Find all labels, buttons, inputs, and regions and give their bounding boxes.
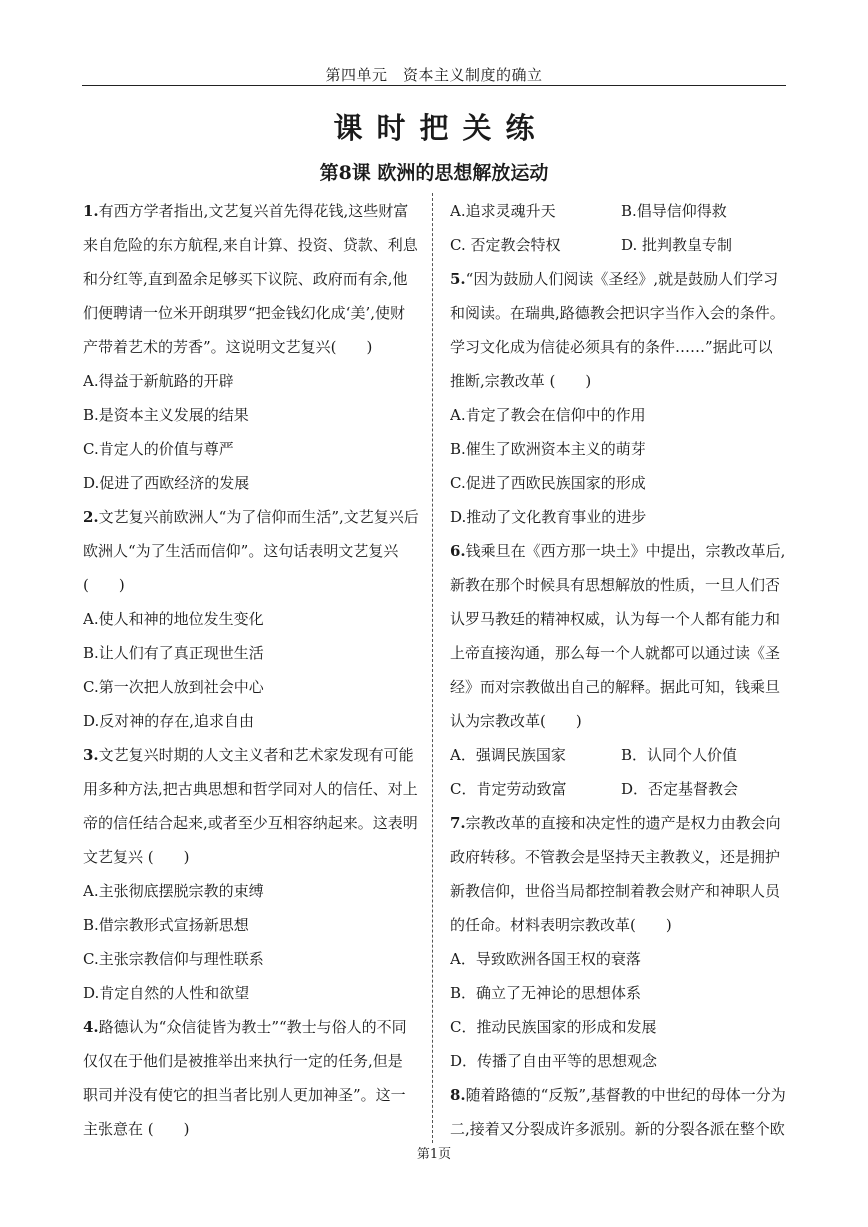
- unit-header: 第四单元 资本主义制度的确立: [325, 66, 543, 84]
- line-text: 和阅读。在瑞典,路德教会把识字当作入会的条件。: [450, 304, 785, 322]
- text-line: [83, 364, 425, 398]
- text-line: [450, 1112, 792, 1146]
- line-text: 产带着艺术的芳香”。这说明文艺复兴( ): [83, 338, 373, 356]
- line-text: D．传播了自由平等的思想观念: [450, 1052, 658, 1070]
- line-text: 新教信仰，世俗当局都控制着教会财产和神职人员: [450, 882, 781, 900]
- text-line: [83, 670, 425, 704]
- line-text: 来自危险的东方航程,来自计算、投资、贷款、利息: [83, 236, 418, 254]
- text-line: [83, 1078, 425, 1112]
- line-text: ( ): [83, 576, 125, 594]
- text-line: [83, 874, 425, 908]
- line-text: 帝的信任结合起来,或者至少互相容纳起来。这表明: [83, 814, 418, 832]
- line-text: 职司并没有使它的担当者比别人更加神圣”。这一: [83, 1086, 406, 1104]
- answer-option: B.倡导信仰得救: [621, 202, 727, 220]
- text-line: [83, 568, 425, 602]
- question-stem-line: [83, 500, 425, 534]
- text-line: [450, 840, 792, 874]
- text-line: [450, 874, 792, 908]
- line-text: 有西方学者指出,文艺复兴首先得花钱,这些财富: [98, 202, 409, 220]
- line-text: C.促进了西欧民族国家的形成: [450, 474, 646, 492]
- text-line: [450, 296, 792, 330]
- line-text: A.使人和神的地位发生变化: [83, 610, 264, 628]
- line-text: 们便聘请一位米开朗琪罗“把金钱幻化成‘美’,使财: [83, 304, 405, 322]
- question-number: 6.: [450, 542, 466, 560]
- text-line: [83, 772, 425, 806]
- line-text: 欧洲人“为了生活而信仰”。这句话表明文艺复兴: [83, 542, 399, 560]
- line-text: 宗教改革的直接和决定性的遗产是权力由教会向: [465, 814, 781, 832]
- line-text: 认罗马教廷的精神权威，认为每一个人都有能力和: [450, 610, 781, 628]
- line-text: 和分红等,直到盈余足够买下议院、政府而有余,他: [83, 270, 408, 288]
- right-column: [450, 194, 792, 1146]
- text-line: [450, 976, 792, 1010]
- question-stem-line: [450, 534, 792, 568]
- question-number: 1.: [83, 202, 99, 220]
- option-pair-line: [450, 228, 792, 262]
- question-stem-line: [450, 262, 792, 296]
- text-line: [83, 942, 425, 976]
- answer-option: A.追求灵魂升天: [450, 202, 556, 220]
- text-line: [83, 704, 425, 738]
- line-text: D.促进了西欧经济的发展: [83, 474, 250, 492]
- text-line: [450, 602, 792, 636]
- text-line: [450, 500, 792, 534]
- line-text: A.主张彻底摆脱宗教的束缚: [83, 882, 264, 900]
- question-stem-line: [450, 1078, 792, 1112]
- text-line: [83, 908, 425, 942]
- answer-option: C．肯定劳动致富: [450, 780, 567, 798]
- line-text: “因为鼓励人们阅读《圣经》,就是鼓励人们学习: [465, 270, 779, 288]
- text-line: [450, 1044, 792, 1078]
- text-line: [83, 534, 425, 568]
- text-line: [450, 636, 792, 670]
- column-divider: [432, 193, 433, 1143]
- line-text: 钱乘旦在《西方那一块土》中提出，宗教改革后,: [465, 542, 786, 560]
- answer-option: C. 否定教会特权: [450, 236, 561, 254]
- text-line: [83, 1044, 425, 1078]
- line-text: 政府转移。不管教会是坚持天主教教义，还是拥护: [450, 848, 781, 866]
- line-text: 二,接着又分裂成许多派别。新的分裂各派在整个欧: [450, 1120, 785, 1138]
- line-text: 推断,宗教改革 ( ): [450, 372, 592, 390]
- text-line: [83, 602, 425, 636]
- question-number: 5.: [450, 270, 466, 288]
- text-line: [450, 1010, 792, 1044]
- line-text: 学习文化成为信徒必须具有的条件……”据此可以: [450, 338, 773, 356]
- line-text: 用多种方法,把古典思想和哲学同对人的信任、对上: [83, 780, 418, 798]
- text-line: [450, 942, 792, 976]
- question-number: 4.: [83, 1018, 99, 1036]
- answer-option: B．认同个人价值: [621, 746, 738, 764]
- text-line: [83, 976, 425, 1010]
- lesson-title: 第8课 欧洲的思想解放运动: [319, 162, 549, 184]
- line-text: 上帝直接沟通，那么每一个人就都可以通过读《圣: [450, 644, 781, 662]
- line-text: C.第一次把人放到社会中心: [83, 678, 264, 696]
- question-number: 8.: [450, 1086, 466, 1104]
- text-line: [450, 466, 792, 500]
- question-stem-line: [450, 806, 792, 840]
- line-text: 仅仅在于他们是被推举出来执行一定的任务,但是: [83, 1052, 403, 1070]
- text-line: [450, 330, 792, 364]
- option-pair-line: [450, 194, 792, 228]
- text-line: [450, 670, 792, 704]
- question-number: 2.: [83, 508, 99, 526]
- line-text: 的任命。材料表明宗教改革( ): [450, 916, 672, 934]
- line-text: 文艺复兴 ( ): [83, 848, 190, 866]
- line-text: 认为宗教改革( ): [450, 712, 582, 730]
- line-text: 新教在那个时候具有思想解放的性质，一旦人们否: [450, 576, 781, 594]
- line-text: B．确立了无神论的思想体系: [450, 984, 642, 1002]
- question-number: 3.: [83, 746, 99, 764]
- text-line: [83, 1112, 425, 1146]
- text-line: [83, 262, 425, 296]
- option-pair-line: [450, 738, 792, 772]
- text-line: [450, 432, 792, 466]
- line-text: D.肯定自然的人性和欲望: [83, 984, 250, 1002]
- line-text: 主张意在 ( ): [83, 1120, 190, 1138]
- line-text: 路德认为“众信徒皆为教士”“教士与俗人的不同: [98, 1018, 407, 1036]
- left-column: [83, 194, 425, 1146]
- line-text: A．导致欧洲各国王权的衰落: [450, 950, 641, 968]
- line-text: 文艺复兴时期的人文主义者和艺术家发现有可能: [98, 746, 414, 764]
- line-text: D.反对神的存在,追求自由: [83, 712, 255, 730]
- line-text: 文艺复兴前欧洲人“为了信仰而生活”,文艺复兴后: [98, 508, 419, 526]
- text-line: [450, 908, 792, 942]
- text-line: [83, 806, 425, 840]
- question-stem-line: [83, 194, 425, 228]
- option-pair-line: [450, 772, 792, 806]
- text-line: [83, 398, 425, 432]
- line-text: A.肯定了教会在信仰中的作用: [450, 406, 646, 424]
- header-rule: [82, 85, 786, 86]
- line-text: C.主张宗教信仰与理性联系: [83, 950, 264, 968]
- line-text: A.得益于新航路的开辟: [83, 372, 234, 390]
- line-text: C．推动民族国家的形成和发展: [450, 1018, 657, 1036]
- line-text: 随着路德的“反叛”,基督教的中世纪的母体一分为: [465, 1086, 786, 1104]
- line-text: B.催生了欧洲资本主义的萌芽: [450, 440, 646, 458]
- answer-option: D. 批判教皇专制: [621, 236, 733, 254]
- page-number: 第1页: [416, 1147, 452, 1162]
- line-text: B.让人们有了真正现世生活: [83, 644, 264, 662]
- line-text: C.肯定人的价值与尊严: [83, 440, 234, 458]
- text-line: [83, 296, 425, 330]
- text-line: [450, 704, 792, 738]
- text-line: [83, 228, 425, 262]
- text-line: [83, 636, 425, 670]
- question-number: 7.: [450, 814, 466, 832]
- question-stem-line: [83, 1010, 425, 1044]
- text-line: [83, 466, 425, 500]
- text-line: [450, 568, 792, 602]
- text-line: [450, 364, 792, 398]
- line-text: B.是资本主义发展的结果: [83, 406, 249, 424]
- line-text: 经》而对宗教做出自己的解释。据此可知，钱乘旦: [450, 678, 781, 696]
- line-text: B.借宗教形式宣扬新思想: [83, 916, 249, 934]
- page-title: 课时把关练: [333, 111, 549, 145]
- line-text: D.推动了文化教育事业的进步: [450, 508, 647, 526]
- answer-option: D．否定基督教会: [621, 780, 739, 798]
- question-stem-line: [83, 738, 425, 772]
- text-line: [83, 840, 425, 874]
- answer-option: A．强调民族国家: [450, 746, 566, 764]
- text-line: [83, 432, 425, 466]
- text-line: [450, 398, 792, 432]
- text-line: [83, 330, 425, 364]
